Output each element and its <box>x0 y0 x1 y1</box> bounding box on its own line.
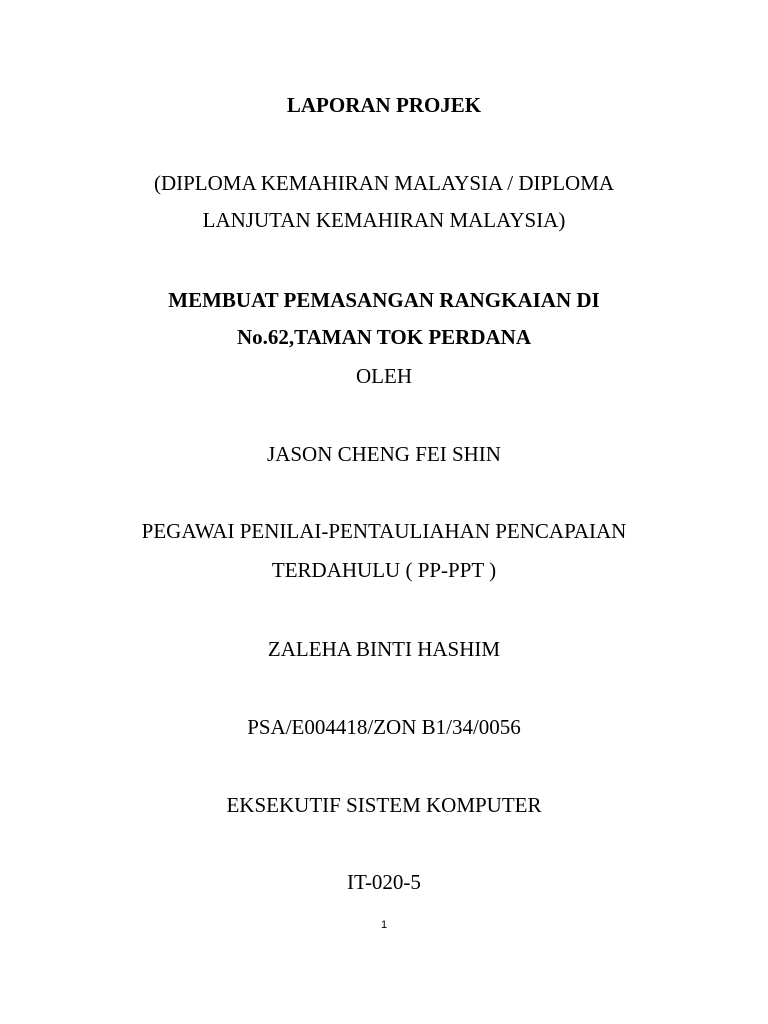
officer-code: PSA/E004418/ZON B1/34/0056 <box>247 715 521 739</box>
by-label: OLEH <box>356 364 412 388</box>
project-title-line-2: No.62,TAMAN TOK PERDANA <box>236 325 531 349</box>
report-title: LAPORAN PROJEK <box>286 93 482 117</box>
program-line-2: LANJUTAN KEMAHIRAN MALAYSIA) <box>202 208 566 232</box>
officer-title-line-1: PEGAWAI PENILAI-PENTAULIAHAN PENCAPAIAN <box>141 519 627 543</box>
officer-name: ZALEHA BINTI HASHIM <box>267 637 501 661</box>
course-name: EKSEKUTIF SISTEM KOMPUTER <box>226 793 542 817</box>
officer-title-line-2: TERDAHULU ( PP-PPT ) <box>271 558 497 582</box>
page-number: 1 <box>380 919 388 931</box>
project-title-line-1: MEMBUAT PEMASANGAN RANGKAIAN DI <box>168 288 600 312</box>
program-line-1: (DIPLOMA KEMAHIRAN MALAYSIA / DIPLOMA <box>153 171 615 195</box>
course-code: IT-020-5 <box>347 870 421 894</box>
author-name: JASON CHENG FEI SHIN <box>267 442 501 466</box>
